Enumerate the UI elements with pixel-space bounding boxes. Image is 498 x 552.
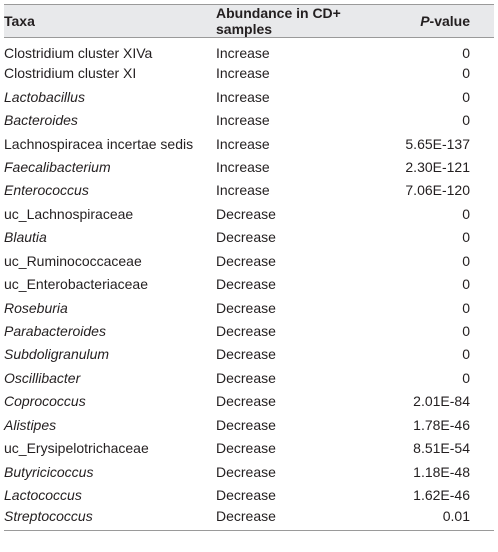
header-taxa: Taxa xyxy=(4,5,212,38)
cell-p-value: 0 xyxy=(462,276,470,293)
cell-taxa: Lactobacillus xyxy=(4,88,85,105)
header-p-italic: P xyxy=(420,13,430,29)
cell-taxa: Roseburia xyxy=(4,299,68,316)
cell-p-value: 7.06E-120 xyxy=(405,182,470,199)
cell-taxa: Enterococcus xyxy=(4,182,89,199)
cell-taxa: uc_Enterobacteriaceae xyxy=(4,276,148,293)
cell-abundance: Decrease xyxy=(216,369,276,386)
cell-p-value: 1.18E-48 xyxy=(413,463,470,480)
cell-p-value: 8.51E-54 xyxy=(413,440,470,457)
table-row xyxy=(4,62,494,85)
cell-p-value: 0 xyxy=(462,88,470,105)
table-row xyxy=(4,460,494,483)
cell-taxa: Lachnospiracea incertae sedis xyxy=(4,135,194,152)
table-row xyxy=(4,367,494,390)
cell-taxa: uc_Erysipelotrichaceae xyxy=(4,440,149,457)
cell-abundance: Decrease xyxy=(216,229,276,246)
cell-abundance: Decrease xyxy=(216,276,276,293)
cell-p-value: 5.65E-137 xyxy=(405,135,470,152)
cell-p-value: 0 xyxy=(462,346,470,363)
table-row xyxy=(4,343,494,366)
table-row xyxy=(4,109,494,132)
table-row xyxy=(4,296,494,319)
cell-taxa: Alistipes xyxy=(4,416,57,433)
cell-abundance: Decrease xyxy=(216,323,276,340)
table-row xyxy=(4,507,494,530)
cell-p-value: 0 xyxy=(462,252,470,269)
cell-p-value: 0 xyxy=(462,112,470,129)
cell-taxa: Streptococcus xyxy=(4,507,212,530)
cell-p-value: 0 xyxy=(462,323,470,340)
table-row xyxy=(4,484,494,507)
table-row xyxy=(4,273,494,296)
cell-p-value: 0 xyxy=(462,65,470,82)
cell-abundance: Increase xyxy=(216,112,270,129)
table-row xyxy=(4,38,494,63)
cell-abundance: Decrease xyxy=(216,463,276,480)
cell-abundance: Decrease xyxy=(216,440,276,457)
cell-abundance: Decrease xyxy=(216,416,276,433)
header-p-value xyxy=(392,5,494,38)
cell-p-value: 0 xyxy=(462,299,470,316)
cell-abundance: Decrease xyxy=(216,252,276,269)
cell-taxa: Subdoligranulum xyxy=(4,346,110,363)
table-row xyxy=(4,132,494,155)
cell-taxa: Lactococcus xyxy=(4,487,82,504)
table-row xyxy=(4,250,494,273)
cell-abundance: Decrease xyxy=(216,393,276,410)
cell-abundance: Decrease xyxy=(216,487,276,504)
cell-taxa: Clostridium cluster XI xyxy=(4,65,137,82)
cell-taxa: Oscillibacter xyxy=(4,369,81,386)
cell-taxa: Blautia xyxy=(4,229,47,246)
cell-abundance: Increase xyxy=(216,182,270,199)
header-p-rest: -value xyxy=(429,13,470,29)
cell-taxa: Parabacteroides xyxy=(4,323,106,340)
cell-taxa: Bacteroides xyxy=(4,112,78,129)
cell-taxa: Coprococcus xyxy=(4,393,86,410)
cell-taxa: uc_Lachnospiraceae xyxy=(4,205,134,222)
table-header xyxy=(4,5,494,38)
table-row xyxy=(4,85,494,108)
table-row xyxy=(4,390,494,413)
table-row xyxy=(4,320,494,343)
table-row xyxy=(4,156,494,179)
table-row xyxy=(4,414,494,437)
cell-p-value: 0 xyxy=(462,45,470,61)
cell-p-value: 2.30E-121 xyxy=(405,158,470,175)
cell-p-value: 2.01E-84 xyxy=(413,393,470,410)
cell-abundance: Decrease xyxy=(216,346,276,363)
table-row xyxy=(4,179,494,202)
table-body xyxy=(4,38,494,531)
cell-taxa: Clostridium cluster XIVa xyxy=(4,45,153,61)
cell-abundance: Increase xyxy=(216,135,270,152)
cell-abundance: Increase xyxy=(216,158,270,175)
cell-abundance: Increase xyxy=(216,45,270,61)
header-row xyxy=(4,5,494,38)
cell-abundance: Decrease xyxy=(212,507,392,530)
taxa-abundance-table-container xyxy=(4,4,494,544)
cell-p-value: 1.78E-46 xyxy=(413,416,470,433)
cell-p-value: 0 xyxy=(462,229,470,246)
taxa-abundance-table xyxy=(4,4,494,531)
cell-taxa: uc_Ruminococcaceae xyxy=(4,252,142,269)
cell-abundance: Increase xyxy=(216,88,270,105)
cell-abundance: Decrease xyxy=(216,205,276,222)
table-row xyxy=(4,437,494,460)
cell-p-value: 0 xyxy=(462,369,470,386)
cell-p-value: 0.01 xyxy=(392,507,494,530)
cell-taxa: Faecalibacterium xyxy=(4,158,111,175)
header-abundance: Abundance in CD+ samples xyxy=(212,5,392,38)
cell-abundance: Decrease xyxy=(216,299,276,316)
cell-p-value: 1.62E-46 xyxy=(413,487,470,504)
cell-taxa: Butyricicoccus xyxy=(4,463,94,480)
table-row xyxy=(4,226,494,249)
table-row xyxy=(4,203,494,226)
cell-abundance: Increase xyxy=(216,65,270,82)
cell-p-value: 0 xyxy=(462,205,470,222)
